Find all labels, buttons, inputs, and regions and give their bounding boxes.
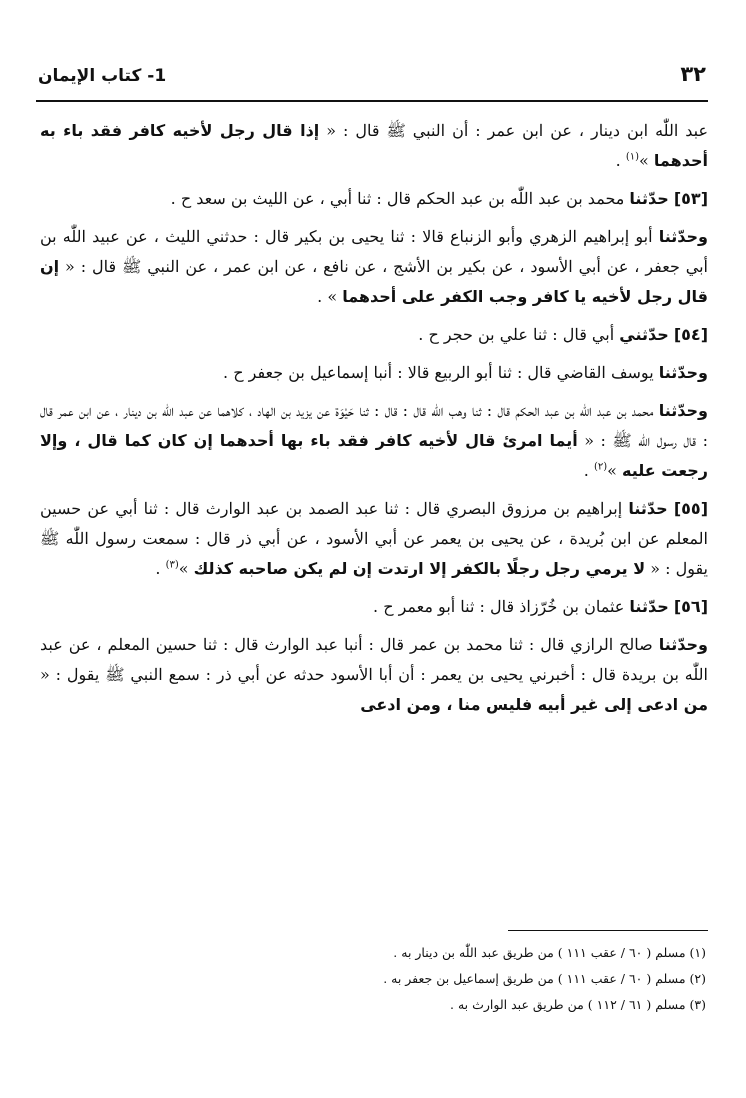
text: » xyxy=(607,461,623,480)
paragraph xyxy=(40,494,708,584)
narration-word: وحدّثنا xyxy=(658,635,708,654)
text: عثمان بن خُرّزاذ قال : ثنا أبو معمر ح . xyxy=(373,597,630,616)
narration-word: وحدّثنا xyxy=(658,401,708,420)
hadith-text: أيما امرئ قال لأخيه كافر فقد باء بها أحدهما إن كان كما قال ، وإلا رجعت عليه xyxy=(40,431,708,480)
hadith-text: من ادعى إلى غير أبيه فليس منا ، ومن ادعى xyxy=(360,695,708,714)
paragraph xyxy=(40,184,708,214)
hadith-number: [٥٣] xyxy=(673,189,708,208)
paragraph xyxy=(40,358,708,388)
footnote: (٢) مسلم ( ٦٠ / عقب ١١١ ) من طريق إسماعيل بن جعفر به . xyxy=(383,971,706,986)
paragraph xyxy=(40,320,708,350)
hadith-number: [٥٤] xyxy=(673,325,708,344)
hadith-number: [٥٥] xyxy=(673,499,708,518)
page-header xyxy=(36,60,708,102)
running-head: 1- كتاب الإيمان xyxy=(38,66,167,86)
text: . xyxy=(155,559,166,578)
hadith-text: لا يرمي رجل رجلًا بالكفر إلا ارتدت إن لم يكن صاحبه كذلك xyxy=(193,559,646,578)
main-text xyxy=(40,116,708,728)
page-number: ٣٢ xyxy=(680,62,706,86)
narration-word: حدّثنا xyxy=(629,189,669,208)
paragraph xyxy=(40,222,708,312)
text: أبو إبراهيم الزهري وأبو الزنباع قالا : ثنا يحيى بن بكير قال : حدثني الليث ، عن عبيد اللّٰه بن أبي جعفر ، عن أبي الأسود ، عن بكير بن الأشج ، عن نافع ، عن ابن عمر ، عن النبي ﷺ قال : « xyxy=(40,227,709,276)
narration-word: وحدّثنا xyxy=(658,227,708,246)
narration-word: حدّثنا xyxy=(628,499,668,518)
paragraph xyxy=(40,116,708,176)
hadith-text: إذا قال رجل لأخيه كافر فقد باء به أحدهما xyxy=(40,121,708,170)
footnote-ref: (٣) xyxy=(165,559,179,571)
text: عبد اللّٰه ابن دينار ، عن ابن عمر : أن النبي ﷺ قال : « xyxy=(319,121,708,140)
paragraph xyxy=(40,396,708,486)
text: محمد بن عبد اللّٰه بن عبد الحكم قال : ثنا أبي ، عن الليث بن سعد ح . xyxy=(170,189,630,208)
text: إبراهيم بن مرزوق البصري قال : ثنا عبد الصمد بن عبد الوارث قال : ثنا أبي عن حسين المعلم عن ابن بُريدة ، عن يحيى بن يعمر عن أبي الأسود ، عن أبي ذر قال : سمعت رسول اللّٰه ﷺ يقول : « xyxy=(40,499,708,578)
paragraph xyxy=(40,592,708,622)
text: . xyxy=(583,461,594,480)
footnote-ref: (٢) xyxy=(593,461,608,473)
hadith-number: [٥٦] xyxy=(673,597,708,616)
footnote-separator xyxy=(508,930,708,931)
paragraph xyxy=(40,630,708,720)
text: أبي قال : ثنا علي بن حجر ح . xyxy=(418,325,620,344)
text: » xyxy=(639,151,654,170)
text: محمد بن عبد اللّٰه بن عبد الحكم قال : ثنا وهب اللّٰه قال : قال : ثنا حَيْوَة عن يزيد بن الهاد ، كلاهما عن عبد اللّٰه بن دينار ، عن ابن عمر قال : قال رسول اللّٰه ﷺ : « xyxy=(40,401,708,450)
narration-word: وحدّثنا xyxy=(658,363,708,382)
narration-word: حدّثنا xyxy=(629,597,669,616)
footnote: (١) مسلم ( ٦٠ / عقب ١١١ ) من طريق عبد اللّٰه بن دينار به . xyxy=(393,945,706,960)
text: » xyxy=(178,559,194,578)
footnote-ref: (١) xyxy=(625,151,640,163)
footnotes xyxy=(40,940,706,1018)
text: » . xyxy=(317,287,343,306)
narration-word: حدّثني xyxy=(619,325,669,344)
hadith-text: إن قال رجل لأخيه يا كافر وجب الكفر على أحدهما xyxy=(40,257,708,306)
text: صالح الرازي قال : ثنا محمد بن عمر قال : أنبا عبد الوارث قال : ثنا حسين المعلم ، عن عبد اللّٰه بن بريدة قال : أخبرني يحيى بن يعمر : أن أبا الأسود حدثه عن أبي ذر : سمع النبي ﷺ يقول : « xyxy=(40,635,708,684)
text: . xyxy=(615,151,626,170)
text: يوسف القاضي قال : ثنا أبو الربيع قالا : أنبا إسماعيل بن جعفر ح . xyxy=(223,363,659,382)
footnote: (٣) مسلم ( ٦١ / ١١٢ ) من طريق عبد الوارث به . xyxy=(450,997,706,1012)
